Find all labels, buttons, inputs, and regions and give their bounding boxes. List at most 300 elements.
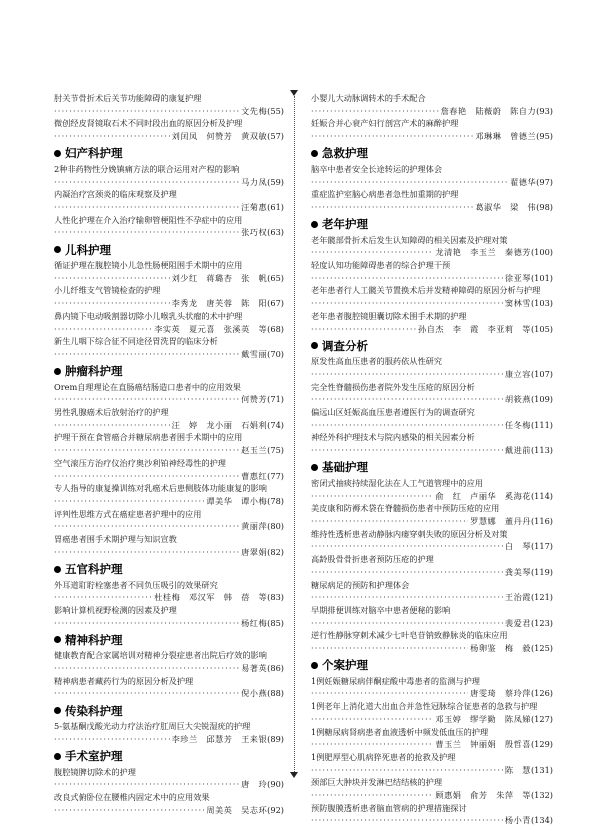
- paren-close: ): [549, 643, 553, 654]
- leader-dots: [311, 591, 503, 604]
- section-title: 五官科护理: [65, 562, 123, 576]
- section-header: [54, 562, 284, 577]
- entry-authors: 龙清艳 李玉兰 秦德芳: [435, 247, 531, 258]
- paren-close: ): [280, 733, 284, 744]
- paren-open: (: [530, 739, 535, 750]
- toc-entry[interactable]: [311, 259, 553, 284]
- entry-page-number: 92: [270, 804, 281, 815]
- entry-authors: 戴雪丽: [241, 348, 268, 359]
- entry-page-number: 126: [534, 688, 550, 699]
- toc-left-column: [54, 92, 284, 816]
- entry-authors: 张巧权: [241, 227, 268, 238]
- toc-entry[interactable]: [54, 579, 284, 604]
- toc-entry[interactable]: [54, 604, 284, 629]
- leader-dots: [54, 617, 239, 630]
- paren-close: ): [549, 815, 553, 826]
- toc-entry[interactable]: [54, 335, 284, 360]
- entry-author-line: [311, 764, 553, 777]
- paren-open: (: [530, 298, 535, 309]
- entry-page-number: 55: [270, 105, 281, 116]
- toc-entry[interactable]: [311, 355, 553, 380]
- section-header: [54, 242, 284, 257]
- paren-open: (: [267, 495, 271, 506]
- entry-author-line: [311, 323, 553, 336]
- leader-dots: [311, 368, 503, 381]
- paren-open: (: [267, 131, 271, 142]
- paren-open: (: [267, 176, 271, 187]
- entry-title: 预防腹膜透析患者脑血管病的护理措施探讨: [311, 802, 467, 813]
- paren-close: ): [549, 247, 553, 258]
- paren-close: ): [549, 688, 553, 699]
- entry-title: 颈部巨大肿块并发淋巴结结核的护理: [311, 777, 443, 788]
- paren-close: ): [280, 323, 284, 334]
- entry-author-line: [54, 393, 284, 406]
- entry-title: 神经外科护理技术与院内感染的相关因素分析: [311, 432, 475, 443]
- entry-title: 维持性透析患者动静脉内瘘穿刺失败的原因分析及对策: [311, 528, 508, 539]
- entry-authors: 杨卵鉴 梅 毅: [470, 643, 531, 654]
- toc-entry[interactable]: [54, 381, 284, 406]
- entry-title: 偏远山区妊娠高血压患者遵医行为的调查研究: [311, 407, 475, 418]
- entry-page-number: 57: [270, 131, 281, 142]
- entry-page-number: 101: [534, 272, 550, 283]
- paren-open: (: [267, 227, 271, 238]
- entry-title: 重症监护室脑心病患者急性加重期的护理: [311, 189, 459, 200]
- section-title: 儿科护理: [65, 242, 111, 257]
- leader-dots: [54, 226, 239, 239]
- leader-dots: [311, 713, 433, 726]
- paren-open: (: [530, 368, 535, 379]
- paren-close: ): [280, 521, 284, 532]
- entry-page-number: 114: [534, 490, 550, 501]
- leader-dots: [311, 201, 473, 214]
- toc-entry[interactable]: [54, 188, 284, 213]
- entry-authors: 罗慧娜 董丹丹: [470, 515, 531, 526]
- paren-open: (: [267, 521, 271, 532]
- entry-authors: 何赞芳: [241, 394, 268, 405]
- toc-entry[interactable]: [311, 92, 553, 117]
- leader-dots: [311, 814, 503, 827]
- entry-authors: 唐雯琦 蔡玲萍: [470, 688, 531, 699]
- entry-authors: 唐 玲: [241, 779, 268, 790]
- paren-open: (: [267, 419, 271, 430]
- leader-dots: [311, 105, 439, 118]
- entry-page-number: 119: [534, 566, 550, 577]
- entry-title: 空气滚压方治疗仪治疗奥沙利铂神经毒性的护理: [54, 457, 226, 468]
- entry-authors: 黄丽萍: [241, 521, 268, 532]
- entry-author-line: [54, 297, 284, 310]
- paren-open: (: [530, 323, 535, 334]
- section-title: 肿瘤科护理: [65, 364, 123, 379]
- leader-dots: [311, 130, 473, 143]
- entry-title: 外耳道耵聍栓塞患者不同负压吸引的效果研究: [54, 579, 218, 590]
- paren-close: ): [280, 779, 284, 790]
- entry-authors: 马力凤: [241, 176, 268, 187]
- paren-open: (: [267, 298, 271, 309]
- entry-authors: 杨红梅: [241, 617, 268, 628]
- entry-title: 肘关节骨折术后关节功能障碍的康复护理: [54, 93, 202, 103]
- paren-open: (: [530, 790, 535, 801]
- entry-title: 早期排便训练对脑卒中患者便秘的影响: [311, 604, 451, 615]
- section-header: [311, 658, 553, 673]
- toc-entry[interactable]: [311, 477, 553, 502]
- leader-dots: [311, 323, 416, 336]
- entry-title: 高龄股骨骨折患者预防压疮的护理: [311, 554, 434, 565]
- paren-open: (: [530, 688, 535, 699]
- section-title: 老年护理: [322, 217, 368, 232]
- entry-title: 2种非药物性分娩镇痛方法的联合运用对产程的影响: [54, 163, 240, 174]
- column-divider: [294, 96, 296, 772]
- paren-close: ): [549, 764, 553, 775]
- paren-close: ): [549, 566, 553, 577]
- entry-authors: 倪小燕: [241, 688, 268, 699]
- entry-page-number: 74: [270, 419, 281, 430]
- toc-entry[interactable]: [54, 117, 284, 142]
- entry-title: 美皮康和防褥术袋在脊髓损伤患者中预防压疮的应用: [311, 503, 500, 514]
- section-bullet-icon: [54, 246, 61, 253]
- paren-close: ): [549, 445, 553, 456]
- entry-page-number: 109: [534, 394, 550, 405]
- toc-entry[interactable]: [54, 766, 284, 791]
- toc-entry[interactable]: [54, 284, 284, 309]
- leader-dots: [54, 495, 204, 508]
- toc-entry[interactable]: [311, 188, 553, 213]
- toc-entry[interactable]: [311, 553, 553, 578]
- entry-author-line: [311, 444, 553, 457]
- paren-close: ): [549, 617, 553, 628]
- entry-authors: 杜桂梅 邓汉军 韩 蓓 等: [154, 592, 268, 603]
- paren-close: ): [549, 298, 553, 309]
- leader-dots: [54, 348, 239, 361]
- entry-title: 5-氨基酮戊酸光动力疗法治疗肛周巨大尖锐湿疣的护理: [54, 721, 251, 732]
- paren-open: (: [267, 663, 271, 674]
- entry-author-line: [54, 495, 284, 508]
- entry-author-line: [311, 540, 553, 553]
- entry-authors: 赵玉兰: [241, 445, 268, 456]
- entry-author-line: [54, 226, 284, 239]
- entry-page-number: 88: [270, 688, 281, 699]
- paren-close: ): [280, 663, 284, 674]
- paren-open: (: [536, 105, 540, 116]
- leader-dots: [54, 105, 239, 118]
- paren-open: (: [530, 445, 535, 456]
- toc-entry[interactable]: [311, 284, 553, 309]
- toc-entry[interactable]: [311, 776, 553, 801]
- entry-title: 老年患者行人工髋关节置换术后并发精神障碍的原因分析与护理: [311, 285, 541, 296]
- entry-author-line: [54, 176, 284, 189]
- section-title: 个案护理: [322, 658, 368, 673]
- entry-authors: 曹惠红: [241, 470, 268, 481]
- entry-page-number: 78: [270, 495, 281, 506]
- paren-close: ): [280, 298, 284, 309]
- entry-title: 男性乳腺癌术后放射治疗的护理: [54, 407, 169, 418]
- leader-dots: [54, 323, 152, 336]
- section-title: 精神科护理: [65, 632, 123, 647]
- toc-entry[interactable]: [311, 528, 553, 553]
- entry-author-line: [311, 617, 553, 630]
- toc-entry[interactable]: [54, 482, 284, 507]
- leader-dots: [311, 490, 433, 503]
- entry-page-number: 127: [534, 713, 550, 724]
- paren-close: ): [549, 201, 553, 212]
- paren-close: ): [549, 272, 553, 283]
- entry-page-number: 123: [534, 617, 550, 628]
- paren-open: (: [267, 272, 271, 283]
- entry-authors: 葛淑华 梁 伟: [475, 201, 537, 212]
- entry-page-number: 98: [539, 201, 550, 212]
- leader-dots: [54, 733, 170, 746]
- entry-page-number: 70: [270, 348, 281, 359]
- entry-authors: 白 琴: [504, 541, 531, 552]
- section-header: [311, 338, 553, 353]
- entry-authors: 周美英 吴志环: [206, 804, 268, 815]
- section-title: 妇产科护理: [65, 146, 123, 161]
- toc-entry[interactable]: [311, 502, 553, 527]
- entry-page-number: 83: [270, 592, 281, 603]
- paren-open: (: [530, 272, 535, 283]
- toc-entry[interactable]: [54, 508, 284, 533]
- toc-entry[interactable]: [54, 163, 284, 188]
- paren-open: (: [530, 490, 535, 501]
- entry-authors: 陈 慧: [504, 764, 531, 775]
- entry-title: 小婴儿大动脉调转术的手术配合: [311, 93, 426, 103]
- leader-dots: [311, 176, 508, 189]
- entry-author-line: [54, 687, 284, 700]
- section-title: 基础护理: [322, 460, 368, 475]
- paren-open: (: [267, 323, 271, 334]
- toc-entry[interactable]: [54, 649, 284, 674]
- toc-entry[interactable]: [311, 117, 553, 142]
- paren-open: (: [267, 592, 271, 603]
- paren-close: ): [280, 227, 284, 238]
- paren-close: ): [549, 394, 553, 405]
- entry-authors: 戴进前: [504, 445, 531, 456]
- toc-entry[interactable]: [311, 579, 553, 604]
- toc-entry[interactable]: [311, 381, 553, 406]
- entry-title: 1例糖尿病肾病患者血液透析中频发低血压的护理: [311, 726, 489, 737]
- entry-page-number: 86: [270, 663, 281, 674]
- leader-dots: [54, 201, 239, 214]
- section-title: 手术室护理: [65, 749, 123, 764]
- toc-entry[interactable]: [311, 726, 553, 751]
- entry-page-number: 100: [534, 247, 550, 258]
- entry-author-line: [311, 297, 553, 310]
- entry-title: 改良式俯卧位在腰椎内固定术中的应用效果: [54, 791, 210, 802]
- toc-entry[interactable]: [54, 533, 284, 558]
- paren-open: (: [267, 470, 271, 481]
- entry-author-line: [54, 419, 284, 432]
- paren-close: ): [280, 272, 284, 283]
- entry-page-number: 82: [270, 546, 281, 557]
- entry-authors: 邓玉婷 缪学勤 陈凤娣: [435, 713, 531, 724]
- leader-dots: [54, 176, 239, 189]
- entry-page-number: 65: [270, 272, 281, 283]
- entry-title: 老年患者腹腔镜胆囊切除术围手术期的护理: [311, 310, 467, 321]
- entry-authors: 任冬梅: [504, 419, 531, 430]
- toc-entry[interactable]: [311, 675, 553, 700]
- toc-entry[interactable]: [54, 214, 284, 239]
- leader-dots: [311, 617, 503, 630]
- entry-author-line: [54, 470, 284, 483]
- entry-author-line: [54, 444, 284, 457]
- entry-page-number: 59: [270, 176, 281, 187]
- leader-dots: [54, 470, 239, 483]
- section-header: [311, 460, 553, 475]
- paren-close: ): [280, 348, 284, 359]
- entry-authors: 徐亚琴: [504, 272, 531, 283]
- toc-entry[interactable]: [311, 604, 553, 629]
- paren-open: (: [530, 515, 535, 526]
- paren-open: (: [267, 348, 271, 359]
- entry-page-number: 103: [534, 298, 550, 309]
- toc-entry[interactable]: [54, 310, 284, 335]
- entry-authors: 胡筱燕: [504, 394, 531, 405]
- paren-close: ): [280, 804, 284, 815]
- leader-dots: [54, 130, 170, 143]
- toc-entry[interactable]: [311, 234, 553, 259]
- entry-author-line: [311, 642, 553, 655]
- paren-open: (: [536, 201, 540, 212]
- paren-open: (: [530, 541, 535, 552]
- paren-close: ): [280, 495, 284, 506]
- toc-entry[interactable]: [54, 406, 284, 431]
- section-title: 调查分析: [322, 338, 368, 353]
- entry-page-number: 63: [270, 227, 281, 238]
- entry-page-number: 67: [270, 298, 281, 309]
- paren-close: ): [280, 617, 284, 628]
- leader-dots: [54, 444, 239, 457]
- entry-title: 循证护理在腹腔镜小儿急性肠梗阻围手术期中的应用: [54, 260, 243, 271]
- paren-open: (: [267, 201, 271, 212]
- paren-open: (: [267, 546, 271, 557]
- entry-authors: 窦林雪: [504, 298, 531, 309]
- entry-title: 胃癌患者围手术期护理与知识宣教: [54, 534, 177, 545]
- entry-author-line: [311, 419, 553, 432]
- toc-entry[interactable]: [54, 675, 284, 700]
- leader-dots: [311, 297, 503, 310]
- toc-entry[interactable]: [311, 310, 553, 335]
- entry-authors: 俞 红 卢丽华 奚海花: [435, 490, 531, 501]
- entry-title: 妊娠合并心衰产妇行剖宫产术的麻醉护理: [311, 118, 459, 129]
- toc-entry[interactable]: [311, 751, 553, 776]
- paren-open: (: [530, 247, 535, 258]
- entry-page-number: 85: [270, 617, 281, 628]
- paren-close: ): [549, 592, 553, 603]
- entry-authors: 翟德华: [510, 176, 537, 187]
- entry-author-line: [54, 323, 284, 336]
- leader-dots: [311, 246, 433, 259]
- entry-page-number: 77: [270, 470, 281, 481]
- entry-title: 护理干预在食管癌合并糖尿病患者围手术期中的应用: [54, 432, 243, 443]
- section-bullet-icon: [311, 662, 318, 669]
- toc-right-column: [311, 92, 553, 827]
- entry-title: 脑卒中患者安全长途转运的护理体会: [311, 163, 443, 174]
- entry-page-number: 61: [270, 201, 281, 212]
- section-bullet-icon: [311, 342, 318, 349]
- leader-dots: [311, 642, 468, 655]
- entry-author-line: [54, 804, 284, 817]
- entry-page-number: 93: [539, 105, 550, 116]
- toc-entry[interactable]: [311, 700, 553, 725]
- paren-open: (: [530, 394, 535, 405]
- toc-entry[interactable]: [54, 431, 284, 456]
- entry-author-line: [54, 591, 284, 604]
- section-header: [54, 703, 284, 718]
- entry-authors: 王治霞: [504, 592, 531, 603]
- entry-title: 精神病患者藏药行为的原因分析及护理: [54, 675, 194, 686]
- entry-title: 鼻内镜下电动吸割器切除小儿喉乳头状瘤的术中护理: [54, 310, 243, 321]
- entry-title: 1例肥厚型心肌病猝死患者的抢救及护理: [311, 751, 456, 762]
- paren-open: (: [267, 617, 271, 628]
- toc-entry[interactable]: [311, 802, 553, 827]
- entry-author-line: [311, 368, 553, 381]
- entry-title: 内凝治疗宫颈炎的临床观察及护理: [54, 189, 177, 200]
- toc-entry[interactable]: [54, 457, 284, 482]
- entry-page-number: 89: [270, 733, 281, 744]
- entry-authors: 唐翠娟: [241, 546, 268, 557]
- entry-author-line: [54, 662, 284, 675]
- paren-close: ): [280, 592, 284, 603]
- paren-open: (: [530, 643, 535, 654]
- toc-entry[interactable]: [311, 431, 553, 456]
- entry-authors: 曹玉兰 钟丽娟 殷哲喜: [435, 739, 531, 750]
- toc-entry[interactable]: [311, 406, 553, 431]
- section-bullet-icon: [54, 368, 61, 375]
- section-header: [54, 146, 284, 161]
- entry-authors: 詹春艳 陆薇蔚 陈自力: [440, 105, 537, 116]
- entry-authors: 顾惠娟 俞芳 朱萍 等: [435, 790, 531, 801]
- entry-page-number: 113: [534, 445, 550, 456]
- paren-close: ): [549, 541, 553, 552]
- section-bullet-icon: [311, 464, 318, 471]
- leader-dots: [54, 662, 239, 675]
- paren-open: (: [267, 804, 271, 815]
- entry-page-number: 95: [539, 131, 550, 142]
- paren-open: (: [267, 733, 271, 744]
- toc-entry[interactable]: [311, 163, 553, 188]
- entry-page-number: 129: [534, 739, 550, 750]
- paren-close: ): [280, 419, 284, 430]
- leader-dots: [311, 738, 433, 751]
- entry-page-number: 121: [534, 592, 550, 603]
- section-bullet-icon: [54, 566, 61, 573]
- entry-authors: 汪 婷 龙小丽 石娟利: [171, 419, 268, 430]
- leader-dots: [311, 566, 503, 579]
- leader-dots: [54, 297, 170, 310]
- entry-page-number: 105: [534, 323, 550, 334]
- paren-close: ): [549, 176, 553, 187]
- toc-entry[interactable]: [54, 720, 284, 745]
- toc-entry[interactable]: [54, 259, 284, 284]
- entry-title: 健康教育配合家属培训对精神分裂症患者出院后疗效的影响: [54, 650, 267, 661]
- entry-author-line: [54, 130, 284, 143]
- toc-entry[interactable]: [311, 629, 553, 654]
- entry-author-line: [311, 515, 553, 528]
- paren-close: ): [280, 131, 284, 142]
- entry-author-line: [311, 105, 553, 118]
- entry-title: 完全性脊髓损伤患者院外发生压疮的原因分析: [311, 381, 475, 392]
- leader-dots: [311, 444, 503, 457]
- toc-entry[interactable]: [54, 92, 284, 117]
- entry-title: 逆行性静脉穿刺术减少七叶皂苷钠致静脉炎的临床应用: [311, 630, 508, 641]
- entry-author-line: [54, 520, 284, 533]
- entry-author-line: [54, 778, 284, 791]
- entry-authors: 邓琳琳 曾德兰: [475, 131, 537, 142]
- entry-author-line: [54, 272, 284, 285]
- paren-open: (: [267, 105, 271, 116]
- entry-title: 影响计算机视野检测的因素及护理: [54, 604, 177, 615]
- leader-dots: [54, 419, 170, 432]
- entry-author-line: [54, 348, 284, 361]
